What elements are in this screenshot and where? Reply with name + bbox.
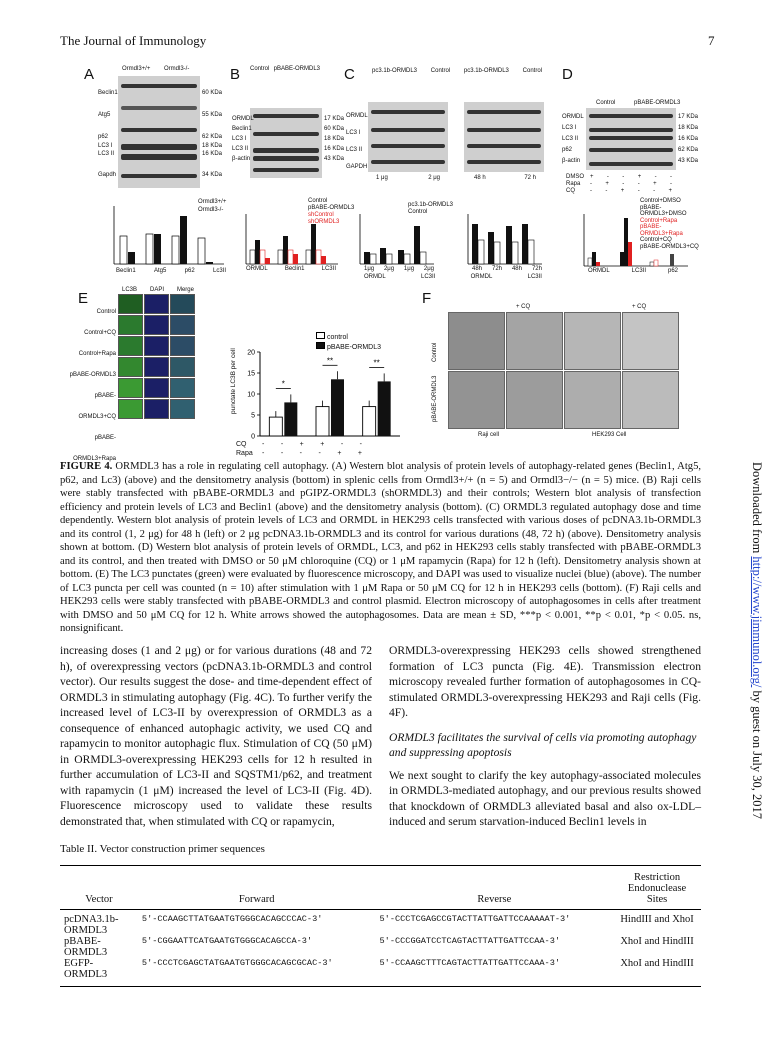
- mark: +: [668, 188, 672, 194]
- mark: -: [590, 188, 592, 194]
- panel-c-group-1: ORMDL: [364, 274, 386, 280]
- panel-e-row-6: pBABE-ORMDL3+Rapa: [73, 435, 116, 462]
- cell-reverse: 5′-CCCGGATCCTCAGTACTTATTGATTCCAA-3′: [379, 936, 561, 946]
- panel-c-dose-1: 1 μg: [376, 175, 388, 181]
- panel-f-cell-1: Raji cell: [478, 432, 500, 438]
- mark: -: [637, 188, 640, 194]
- mark: -: [590, 181, 592, 187]
- journal-title: The Journal of Immunology: [60, 33, 207, 48]
- panel-c-blot-time: [464, 102, 544, 172]
- panel-c-x-time-3: 48h: [511, 266, 522, 272]
- mark: +: [620, 188, 625, 194]
- panel-c-lane-3: pc3.1b-ORMDL3: [463, 68, 509, 74]
- panel-e-col-dapi: DAPI: [149, 287, 164, 293]
- body-right-para-1: ORMDL3-overexpressing HEK293 cells showed strengthened formation of LC3 puncta (Fig. 4E). Transmission electron microscopy revealed further formation of autophagosomes in CQ-stimulated ORMDL3-overexpressing HEK293 and Raji cells (Fig. 4F).: [389, 644, 701, 719]
- panel-c-row-4: GAPDH: [346, 164, 368, 170]
- panel-d-row-4: p62: [562, 147, 573, 153]
- panel-c-legend-1: pc3.1b-ORMDL3: [408, 202, 454, 208]
- panel-label-c: C: [344, 66, 355, 83]
- panel-d-treat-cq: CQ: [566, 188, 575, 194]
- legend-ormdl3: pBABE-ORMDL3: [326, 344, 382, 351]
- mark: -: [637, 181, 640, 187]
- panel-d-treatment-marks: [590, 174, 672, 195]
- panel-f-cell-2: HEK293 Cell: [592, 432, 627, 438]
- panel-a-blot: [118, 76, 200, 188]
- mark: -: [606, 174, 609, 180]
- mark: +: [357, 450, 362, 457]
- table-title: Table II. Vector construction primer sequences: [60, 843, 265, 855]
- panel-f-em-grid: [448, 312, 680, 430]
- table-top-rule: [60, 865, 701, 866]
- figure-caption: [60, 460, 701, 636]
- panel-c-x-dose-1: 1μg: [364, 266, 375, 272]
- panel-label-d: D: [562, 66, 573, 83]
- y-tick-label: 20: [247, 349, 255, 357]
- significance-label: **: [326, 356, 334, 366]
- panel-c-time-2: 72 h: [524, 175, 536, 181]
- panel-a-legend-1: Ormdl3+/+: [198, 199, 227, 205]
- panel-b-kda-5: 43 KDa: [324, 156, 345, 162]
- section-heading: ORMDL3 facilitates the survival of cells via promoting autophagy and suppressing apoptosis: [389, 730, 697, 759]
- panel-c-x-dose-2: 2μg: [383, 266, 395, 272]
- panel-c-lane-1: pc3.1b-ORMDL3: [372, 68, 418, 74]
- bar-control: [363, 407, 376, 436]
- caption-lead: FIGURE 4.: [60, 461, 113, 472]
- download-prefix: Downloaded from: [750, 462, 764, 557]
- cell-vector: EGFP-ORMDL3: [64, 958, 108, 980]
- download-note: [749, 462, 764, 819]
- panel-b-row-5: β-actin: [232, 156, 251, 162]
- mark: -: [669, 181, 672, 187]
- panel-b-x-2: Beclin1: [284, 266, 305, 272]
- panel-d-treat-rapa: Rapa: [566, 181, 581, 187]
- mark: +: [320, 441, 325, 448]
- panel-d-legend-6: pBABE-ORMDL3+CQ: [640, 243, 699, 250]
- panel-a-kda-2: 55 KDa: [202, 112, 223, 118]
- panel-c-row-3: LC3 II: [346, 147, 363, 153]
- cell-forward: 5′-CCAAGCTTATGAATGTGGGCACAGCCCAC-3′: [141, 914, 323, 924]
- table-header-row: [60, 872, 701, 905]
- panel-b-legend-4: shORMDL3: [308, 219, 340, 225]
- panel-e-col-merge: Merge: [176, 287, 194, 293]
- panel-d-row-3: LC3 II: [562, 136, 579, 142]
- panel-b-row-3: LC3 I: [232, 136, 247, 142]
- mark: -: [262, 441, 265, 448]
- mark: -: [622, 174, 625, 180]
- panel-a-kda-5: 16 KDa: [202, 151, 223, 157]
- panel-a-x-4: Lc3II: [212, 268, 226, 274]
- body-right-para-2: We next sought to clarify the key autophagy-associated molecules in ORMDL3-mediated autophagy, and our previous results showed that knockdown of ORMDL3 alleviated basal and also ox-LDL–induced and serum starvation-induced Beclin1 levels in: [389, 768, 701, 828]
- mark: -: [669, 174, 672, 180]
- y-tick-label: 0: [251, 433, 255, 441]
- figure-4: [60, 62, 700, 462]
- y-tick-label: 15: [247, 370, 255, 378]
- cell-sites: XhoI and HindIII: [620, 958, 694, 969]
- panel-c-lane-2: Control: [430, 68, 451, 74]
- mark: -: [318, 450, 321, 457]
- panel-d-row-1: ORMDL: [562, 114, 584, 120]
- panel-a-x-2: Atg5: [154, 268, 167, 274]
- panel-e-col-lc3b: LC3B: [122, 287, 138, 293]
- panel-c-dose-2: 2 μg: [428, 175, 440, 181]
- panel-d-treat-dmso: DMSO: [566, 174, 584, 180]
- panel-d-kda-5: 43 KDa: [678, 158, 699, 164]
- table-bottom-rule: [60, 986, 701, 987]
- panel-e-image-grid: [118, 294, 196, 422]
- panel-f-row-1: Control: [432, 342, 438, 362]
- panel-c-chart-time: [464, 212, 544, 272]
- mark: -: [280, 441, 284, 448]
- bar-pbabe-ormdl3: [378, 381, 391, 436]
- mark: +: [653, 181, 657, 187]
- panel-d-x-3: p62: [667, 268, 678, 274]
- panel-e-row-4: pBABE-ORMDL3: [69, 372, 116, 378]
- mark: -: [605, 188, 608, 194]
- panel-a-x-3: p62: [184, 268, 195, 274]
- panel-label-a: A: [84, 66, 95, 83]
- mark: +: [337, 450, 342, 457]
- panel-b-row-4: LC3 II: [232, 146, 249, 152]
- bar-control: [316, 407, 329, 436]
- panel-b-lane-2: pBABE-ORMDL3: [273, 66, 320, 72]
- panel-c-row-2: LC3 I: [346, 130, 361, 136]
- col-sites: Restriction Endonuclease Sites: [627, 872, 687, 905]
- panel-b-legend-2: pBABE-ORMDL3: [308, 205, 355, 211]
- panel-d-kda-2: 18 KDa: [678, 125, 699, 131]
- col-reverse: Reverse: [477, 894, 512, 905]
- significance-label: *: [281, 379, 285, 389]
- col-forward: Forward: [238, 894, 275, 905]
- cell-vector: pBABE-ORMDL3: [64, 936, 108, 958]
- mark: -: [299, 450, 302, 457]
- bar-control: [269, 417, 282, 436]
- panel-a-row-p62: p62: [98, 134, 109, 140]
- panel-d-group-2: pBABE-ORMDL3: [634, 100, 681, 106]
- panel-a-row-lc3ii: LC3 II: [98, 151, 115, 157]
- panel-b-row-2: Beclin1: [232, 126, 252, 132]
- panel-c-time-1: 48 h: [474, 175, 486, 181]
- panel-e-row-2: Control+CQ: [84, 330, 116, 336]
- panel-d-kda-1: 17 KDa: [678, 114, 699, 120]
- mark: -: [340, 441, 344, 448]
- mark: -: [280, 450, 284, 457]
- panel-e-row-3: Control+Rapa: [78, 351, 116, 357]
- panel-d-legend-4: pBABE-ORMDL3+Rapa: [640, 224, 683, 237]
- panel-c-lane-4: Control: [522, 68, 542, 74]
- mark: +: [605, 181, 609, 187]
- panel-e-treat-marks: [262, 440, 362, 458]
- cell-reverse: 5′-CCCTCGAGCCGTACTTATTGATTCCAAAAAT-3′: [379, 914, 571, 924]
- cell-sites: HindIII and XhoI: [620, 914, 694, 925]
- cell-sites: XhoI and HindIII: [620, 936, 694, 947]
- bar-pbabe-ormdl3: [331, 379, 344, 436]
- panel-b-row-1: ORMDL: [232, 116, 254, 122]
- panel-d-row-5: β-actin: [562, 158, 581, 164]
- page-number: 7: [708, 33, 715, 48]
- panel-c-x-time-2: 72h: [491, 266, 502, 272]
- panel-d-x-2: LC3II: [631, 268, 646, 274]
- panel-b-blot: [250, 108, 322, 178]
- panel-d-row-2: LC3 I: [562, 125, 577, 131]
- mark: -: [653, 188, 656, 194]
- cell-forward: 5′-CCCTCGAGCTATGAATGTGGGCACAGCGCAC-3′: [141, 958, 333, 968]
- primer-table: [60, 872, 701, 980]
- download-suffix: by guest on July 30, 2017: [750, 687, 764, 819]
- cell-reverse: 5′-CCAAGCTTTCAGTACTTATTGATTCCAAA-3′: [379, 958, 561, 968]
- panel-e-chart-legend: [316, 332, 381, 352]
- panel-e-treat-labels: CQ Rapa: [236, 441, 253, 457]
- panel-d-legend-1: Control+DMSO: [640, 198, 681, 204]
- panel-a-group-1: Ormdl3+/+: [122, 66, 151, 72]
- mark: -: [622, 181, 625, 187]
- table-row: [60, 914, 701, 936]
- legend-swatch-control: [316, 332, 325, 339]
- cell-vector: pcDNA3.1b-ORMDL3: [64, 914, 119, 936]
- body-right-column: [389, 643, 701, 830]
- panel-e-row-5: pBABE-ORMDL3+CQ: [78, 393, 116, 420]
- panel-a-x-1: Beclin1: [116, 268, 136, 274]
- panel-d-x-1: ORMDL: [588, 268, 610, 274]
- panel-f-row-2: pBABE-ORMDL3: [432, 375, 438, 422]
- panel-b-x-1: ORMDL: [246, 266, 268, 272]
- panel-a-kda-6: 34 KDa: [202, 172, 223, 178]
- y-tick-label: 10: [247, 391, 255, 399]
- panel-c-group-4: LC3II: [527, 274, 542, 280]
- panel-label-f: F: [422, 290, 432, 307]
- panel-c-legend-2: Control: [408, 209, 428, 215]
- panel-a-row-lc3i: LC3 I: [98, 143, 113, 149]
- mark: -: [359, 441, 362, 448]
- panel-d-kda-4: 62 KDa: [678, 147, 699, 153]
- legend-swatch-ormdl3: [316, 342, 325, 349]
- panel-f-tag-2: + CQ: [632, 304, 647, 310]
- panel-d-treatments: [566, 174, 584, 195]
- panel-a-kda-4: 18 KDa: [202, 143, 223, 149]
- mark: -: [262, 450, 265, 457]
- panel-d-kda-3: 16 KDa: [678, 136, 699, 142]
- panel-a-legend-2: Ormdl3-/-: [198, 207, 224, 213]
- panel-c-blot-dose: [368, 102, 448, 172]
- mark: +: [299, 441, 304, 448]
- body-left-column: increasing doses (1 and 2 μg) or for various durations (48 and 72 h), of overexpressing vectors (pcDNA3.1b-ORMDL3 and control vector). Our results suggest the dose- and time-dependent effect of ORMDL3 in stimulating autophagy (Fig. 4C). To further verify the increased level of LC3-II by overexpression of ORMDL3 as a consequence of enhanced autophagic activity, we used CQ and rapamycin to monitor autophagic flux. Stimulation of CQ (50 μM) in ORMDL3-overexpressing HEK293 cells for 12 h resulted in further accumulation of LC3-II and SQSTM1/p62, and treatment with rapamycin (1 μM) increased the level of LC3-II (Fig. 4D). Fluorescence microscopy used to validate these results demonstrated that, when stimulated with CQ or rapamycin,: [60, 644, 372, 828]
- panel-c-row-1: ORMDL: [346, 113, 368, 119]
- panel-d-legend-3: Control+Rapa: [640, 217, 678, 224]
- panel-a-group-2: Ormdl3-/-: [164, 66, 190, 72]
- panel-label-e: E: [78, 290, 89, 307]
- panel-b-kda-3: 18 KDa: [324, 136, 345, 142]
- panel-f-tag-1: + CQ: [516, 304, 531, 310]
- panel-c-x-time-4: 72h: [531, 266, 542, 272]
- col-vector: Vector: [85, 894, 113, 905]
- panel-c-group-2: LC3II: [420, 274, 436, 280]
- mark: +: [637, 174, 642, 180]
- legend-control: control: [326, 334, 348, 341]
- panel-label-b: B: [230, 66, 241, 83]
- caption-text: ORMDL3 has a role in regulating cell autophagy. (A) Western blot analysis of protein levels of autophagy-related genes (Beclin1, Atg5, p62, and Lc3) (above) and the densitometry analysis (bottom) in splenic cells from Ormdl3+/+ (n = 5) and Ormdl3−/− (n = 5) mice. (B) Raji cells were stably transfected with pBABE-ORMDL3 and pGIPZ-ORMDL3 (shORMDL3) and their controls; Western blot analysis of transfection efficiency and protein levels of LC3 and Beclin1 (above) and the densitometry analysis (bottom). (C) ORMDL3 regulated autophagy dose and time dependently. Western blot analysis of protein levels of LC3 and ORMDL in HEK293 cells transfected with various doses of pcDNA3.1b-ORMDL3 and its control (1, 2 μg) for 48 h (left) or 2 μg pcDNA3.1b-ORMDL3 and its control for various durations (48, 72 h) (above). Densitometry analysis shown at bottom. (D) Western blot analysis of protein levels of ORMDL, LC3, and p62 in HEK293 cells stably transfected with pBABE-ORMDL3 and its control, and then treated with DMSO or 50 μM chloroquine (CQ) or 1 μM rapamycin (Rapa) for 12 h (left). Densitometry analysis shown at bottom. (E) The LC3 punctates (green) were evaluated by fluorescence microscopy, and DAPI was used to visualize nuclei (blue) (above). The number of LC3 puncta per cell was counted (n = 10) after stimulation with 1 μM Rapa or 50 μM CQ for 12 h in HEK293 cells (bottom). (F) Raji cells and HEK293 cells were stably transfected with pBABE-ORMDL3 and control plasmid. Electron microscopy of autophagosomes in cells after treatment with DMSO and 50 μM CQ for 12 h. White arrows showed the autophagosomes. Data are mean ± SD, ***p < 0.001, **p < 0.01, *p < 0.05. ns, nonsignificant.: [60, 461, 702, 634]
- panel-d-group-1: Control: [596, 100, 616, 106]
- panel-b-kda-4: 16 KDa: [324, 146, 345, 152]
- panel-a-kda-1: 60 KDa: [202, 90, 223, 96]
- bar-pbabe-ormdl3: [284, 402, 297, 436]
- table-row: [60, 958, 701, 980]
- cell-forward: 5′-CGGAATTCATGAATGTGGGCACAGCCA-3′: [141, 936, 313, 946]
- panel-e-row-1: Control: [96, 309, 116, 315]
- panel-b-lane-1: Control: [250, 66, 270, 72]
- panel-b-kda-2: 60 KDa: [324, 126, 345, 132]
- y-tick-label: 5: [251, 412, 255, 420]
- panel-b-kda-1: 17 KDa: [324, 116, 345, 122]
- panel-a-row-gapdh: Gapdh: [98, 172, 117, 178]
- mark: +: [590, 174, 594, 180]
- panel-b-legend-1: Control: [308, 198, 328, 204]
- significance-label: **: [373, 358, 380, 368]
- panel-b-x-3: LC3II: [321, 266, 336, 272]
- panel-a-row-beclin1: Beclin1: [98, 90, 118, 96]
- panel-e-ylabel: punctate LC3B per cell: [230, 348, 237, 414]
- panel-c-x-dose-4: 2μg: [423, 266, 434, 272]
- panel-b-legend-3: shControl: [308, 212, 334, 218]
- journal-link[interactable]: http://www.jimmunol.org/: [750, 556, 764, 688]
- panel-a-kda-3: 62 KDa: [202, 134, 223, 140]
- panel-a-row-atg5: Atg5: [98, 112, 111, 118]
- table-row: [60, 936, 701, 958]
- panel-d-legend-5: Control+CQ: [640, 237, 672, 243]
- panel-c-group-3: ORMDL: [470, 274, 493, 280]
- panel-d-blot: [586, 108, 676, 170]
- panel-c-chart-dose: [356, 212, 436, 272]
- panel-c-x-dose-3: 1μg: [403, 266, 415, 272]
- panel-d-legend-2: pBABE-ORMDL3+DMSO: [640, 204, 687, 217]
- panel-c-x-time-1: 48h: [472, 266, 483, 272]
- mark: -: [654, 174, 657, 180]
